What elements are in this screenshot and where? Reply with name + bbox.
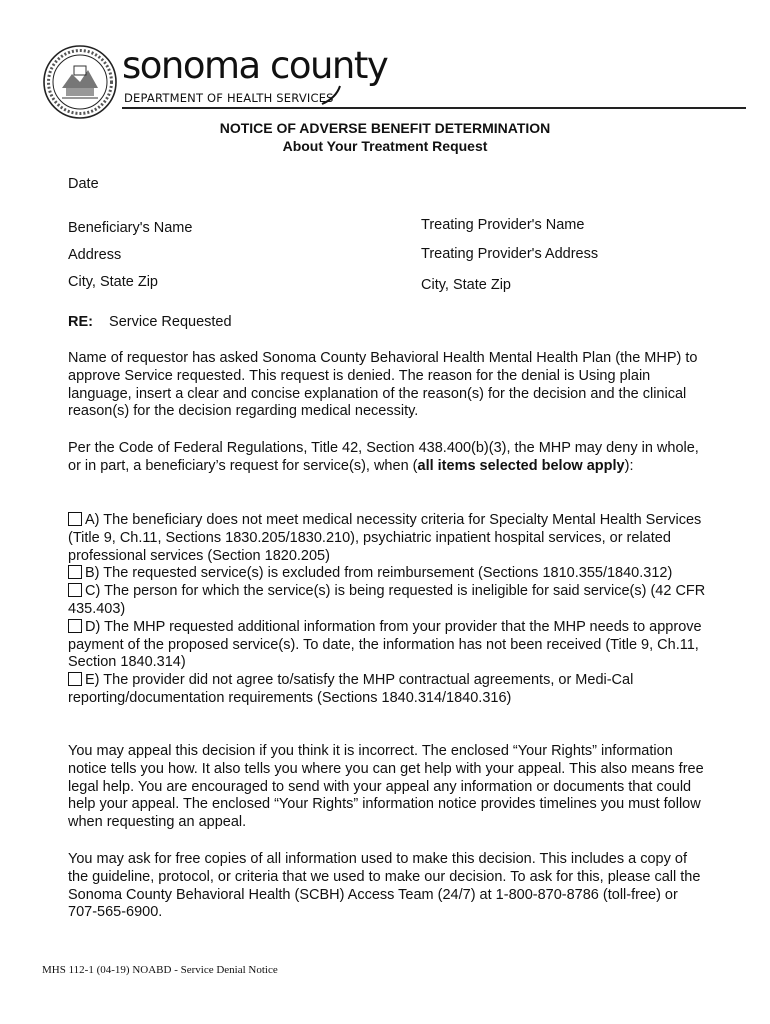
re-line	[68, 314, 232, 330]
provider-address-field: Treating Provider's Address	[421, 246, 599, 262]
beneficiary-address-field: Address	[68, 247, 122, 263]
cfr-bold-text: all items selected below apply	[417, 457, 625, 474]
appeal-paragraph: You may appeal this decision if you think it is incorrect. The enclosed “Your Rights” information notice tells you how. It also tells you where you can get help with your appeal. This also means free legal help. You are encouraged to send with your appeal any information or documents that could help your appeal. The enclosed “Your Rights” information notice provides timelines you must follow when requesting an appeal.	[68, 743, 704, 831]
form-footer: MHS 112-1 (04-19) NOABD - Service Denial Notice	[42, 964, 278, 976]
criterion-item: B) The requested service(s) is excluded from reimbursement (Sections 1810.355/1840.312)	[68, 565, 708, 583]
logo-department: DEPARTMENT OF HEALTH SERVICES	[124, 91, 334, 105]
logo-wordmark: sonoma county	[122, 44, 388, 87]
criterion-item: C) The person for which the service(s) is being requested is ineligible for said service(s) (42 CFR 435.403)	[68, 583, 706, 617]
provider-city-field: City, State Zip	[421, 277, 511, 293]
criterion-a-checkbox[interactable]	[68, 512, 82, 526]
header-divider	[122, 107, 746, 109]
beneficiary-name-field: Beneficiary's Name	[68, 220, 193, 236]
criterion-b-checkbox[interactable]	[68, 565, 82, 579]
criterion-e-checkbox[interactable]	[68, 672, 82, 686]
notice-subtitle: About Your Treatment Request	[282, 138, 488, 154]
criterion-item: A) The beneficiary does not meet medical necessity criteria for Specialty Mental Health Services (Title 9, Ch.11, Sections 1830.205/1830.210), psychiatric inpatient hospital services, or related professional services (Section 1820.205)	[68, 512, 702, 564]
notice-title: NOTICE OF ADVERSE BENEFIT DETERMINATION	[219, 120, 551, 136]
county-seal-icon	[42, 44, 118, 120]
date-field: Date	[68, 176, 99, 192]
criteria-list	[68, 512, 708, 708]
re-label: RE:	[68, 314, 93, 330]
beneficiary-city-field: City, State Zip	[68, 274, 158, 290]
provider-name-field: Treating Provider's Name	[421, 217, 585, 233]
re-value: Service Requested	[109, 314, 232, 330]
cfr-paragraph: Per the Code of Federal Regulations, Title 42, Section 438.400(b)(3), the MHP may deny in whole, or in part, a beneficiary’s request for service(s), when (all items selected below apply):	[68, 440, 699, 474]
logo-swoosh-icon	[318, 84, 348, 106]
criterion-item: E) The provider did not agree to/satisfy the MHP contractual agreements, or Medi-Cal reporting/documentation requirements (Sections 1840.314/1840.316)	[68, 672, 634, 706]
criterion-item: D) The MHP requested additional information from your provider that the MHP needs to approve payment of the proposed service(s). To date, the information has not been received (Title 9, Ch.11, Section 1840.314)	[68, 618, 702, 671]
criterion-d-checkbox[interactable]	[68, 619, 82, 633]
intro-paragraph: Name of requestor has asked Sonoma County Behavioral Health Mental Health Plan (the MHP) to approve Service requested. This request is denied. The reason for the denial is Using plain language, insert a clear and concise explanation of the reason(s) for the decision and the clinical reason(s) for the decision regarding medical necessity.	[68, 350, 698, 420]
criterion-c-checkbox[interactable]	[68, 583, 82, 597]
copies-paragraph: You may ask for free copies of all information used to make this decision. This includes a copy of the guideline, protocol, or criteria that we used to make our decision. To ask for this, please call the Sonoma County Behavioral Health (SCBH) Access Team (24/7) at 1-800-870-8786 (toll-free) or 707-565-6900.	[68, 851, 701, 921]
